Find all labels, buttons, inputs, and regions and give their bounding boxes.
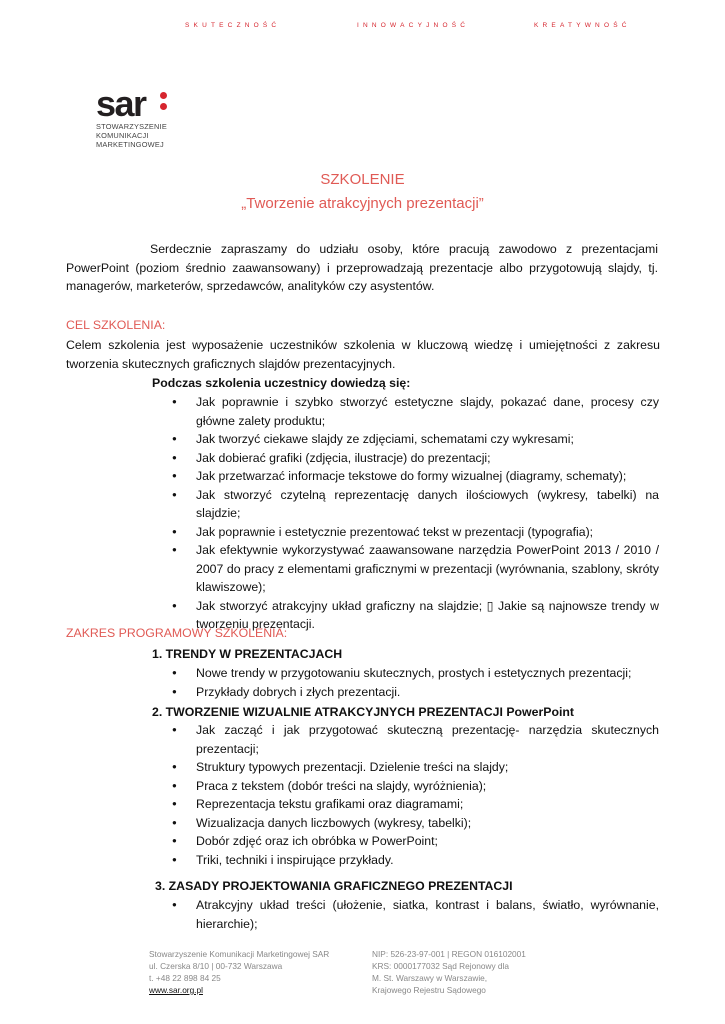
- goal-heading: CEL SZKOLENIA:: [66, 318, 166, 332]
- logo-wordmark: sar: [96, 83, 146, 124]
- doc-subtitle: „Tworzenie atrakcyjnych prezentacji”: [241, 195, 484, 212]
- footer-right: [372, 948, 526, 996]
- list-item: ● Atrakcyjny układ treści (ułożenie, siatka, kontrast i balans, światło, wyrównanie, hierarchie);: [172, 896, 659, 933]
- list-item: ● Jak stworzyć atrakcyjny układ graficzny na slajdzie; ▯ Jakie są najnowsze trendy w tworzeniu prezentacji.: [172, 597, 659, 634]
- sar-logo: [96, 83, 167, 149]
- footer-website-link[interactable]: www.sar.org.pl: [149, 985, 203, 995]
- list-item: ● Reprezentacja tekstu grafikami oraz diagramami;: [172, 795, 659, 814]
- header-word-kreatywnosc: KREATYWNOŚĆ: [534, 22, 631, 29]
- program-section-2-list: [172, 721, 659, 869]
- list-item: ● Jak zacząć i jak przygotować skuteczną prezentację- narzędzia skutecznych prezentacji;: [172, 721, 659, 758]
- footer-registry: Krajowego Rejestru Sądowego: [372, 985, 486, 995]
- list-item: ● Jak poprawnie i szybko stworzyć estetyczne slajdy, pokazać dane, procesy czy główne zalety produktu;: [172, 393, 659, 430]
- logo-subtitle-line: MARKETINGOWEJ: [96, 140, 164, 149]
- program-section-1-list: [172, 664, 659, 701]
- goal-list: [172, 393, 659, 634]
- program-section-1-title: 1. TRENDY W PREZENTACJACH: [152, 647, 343, 661]
- goal-lead: Podczas szkolenia uczestnicy dowiedzą się:: [152, 376, 411, 390]
- intro-paragraph: [66, 240, 658, 296]
- footer-court: M. St. Warszawy w Warszawie,: [372, 973, 488, 983]
- logo-subtitle-line: STOWARZYSZENIE: [96, 122, 167, 131]
- footer-address: ul. Czerska 8/10 | 00-732 Warszawa: [149, 961, 283, 971]
- doc-title: SZKOLENIE: [320, 171, 405, 188]
- list-item: ● Jak tworzyć ciekawe slajdy ze zdjęciami, schematami czy wykresami;: [172, 430, 659, 449]
- footer-phone: t. +48 22 898 84 25: [149, 973, 221, 983]
- list-item: ● Przykłady dobrych i złych prezentacji.: [172, 683, 659, 702]
- program-section-2-title: 2. TWORZENIE WIZUALNIE ATRAKCYJNYCH PREZENTACJI PowerPoint: [152, 705, 574, 719]
- list-item: ● Jak dobierać grafiki (zdjęcia, ilustracje) do prezentacji;: [172, 449, 659, 468]
- list-item: ● Jak poprawnie i estetycznie prezentować tekst w prezentacji (typografia);: [172, 523, 659, 542]
- program-section-3-title: 3. ZASADY PROJEKTOWANIA GRAFICZNEGO PREZENTACJI: [155, 879, 513, 893]
- list-item: ● Jak stworzyć czytelną reprezentację danych ilościowych (wykresy, tabelki) na slajdzie;: [172, 486, 659, 523]
- footer-org-name: Stowarzyszenie Komunikacji Marketingowej SAR: [149, 949, 330, 959]
- logo-colon-icon: [160, 92, 168, 114]
- footer-left: [149, 948, 329, 996]
- list-item: ● Jak przetwarzać informacje tekstowe do formy wizualnej (diagramy, schematy);: [172, 467, 659, 486]
- list-item: ● Wizualizacja danych liczbowych (wykresy, tabelki);: [172, 814, 659, 833]
- logo-subtitle-line: KOMUNIKACJI: [96, 131, 149, 140]
- list-item: ● Struktury typowych prezentacji. Dzielenie treści na slajdy;: [172, 758, 659, 777]
- list-item: ● Jak efektywnie wykorzystywać zaawansowane narzędzia PowerPoint 2013 / 2010 / 2007 do pracy z elementami graficznymi w prezentacji (wyrównania, szablony, skróty klawiszowe);: [172, 541, 659, 597]
- list-item: ● Nowe trendy w przygotowaniu skutecznych, prostych i estetycznych prezentacji;: [172, 664, 659, 683]
- list-item: ● Triki, techniki i inspirujące przykłady.: [172, 851, 659, 870]
- footer-krs: KRS: 0000177032 Sąd Rejonowy dla: [372, 961, 509, 971]
- program-heading: ZAKRES PROGRAMOWY SZKOLENIA:: [66, 626, 288, 640]
- intro-text: Serdecznie zapraszamy do udziału osoby, które pracują zawodowo z prezentacjami PowerPoint (poziom średnio zaawansowany) i przeprowadzają prezentacje albo przygotowują slajdy, tj. managerów, marketerów, sprzedawców, analityków czy asystentów.: [66, 242, 658, 293]
- list-item: ● Praca z tekstem (dobór treści na slajdy, wyróżnienia);: [172, 777, 659, 796]
- header-word-skutecznosc: SKUTECZNOŚĆ: [185, 22, 281, 29]
- program-section-3-list: [172, 896, 659, 933]
- footer-nip-regon: NIP: 526-23-97-001 | REGON 016102001: [372, 949, 526, 959]
- list-item: ● Dobór zdjęć oraz ich obróbka w PowerPoint;: [172, 832, 659, 851]
- goal-text: Celem szkolenia jest wyposażenie uczestników szkolenia w kluczową wiedzę i umiejętności z zakresu tworzenia skutecznych graficznych slajdów prezentacyjnych.: [66, 338, 660, 371]
- logo-subtitle: [96, 122, 167, 149]
- header-word-innowacyjnosc: INNOWACYJNOŚĆ: [357, 22, 470, 29]
